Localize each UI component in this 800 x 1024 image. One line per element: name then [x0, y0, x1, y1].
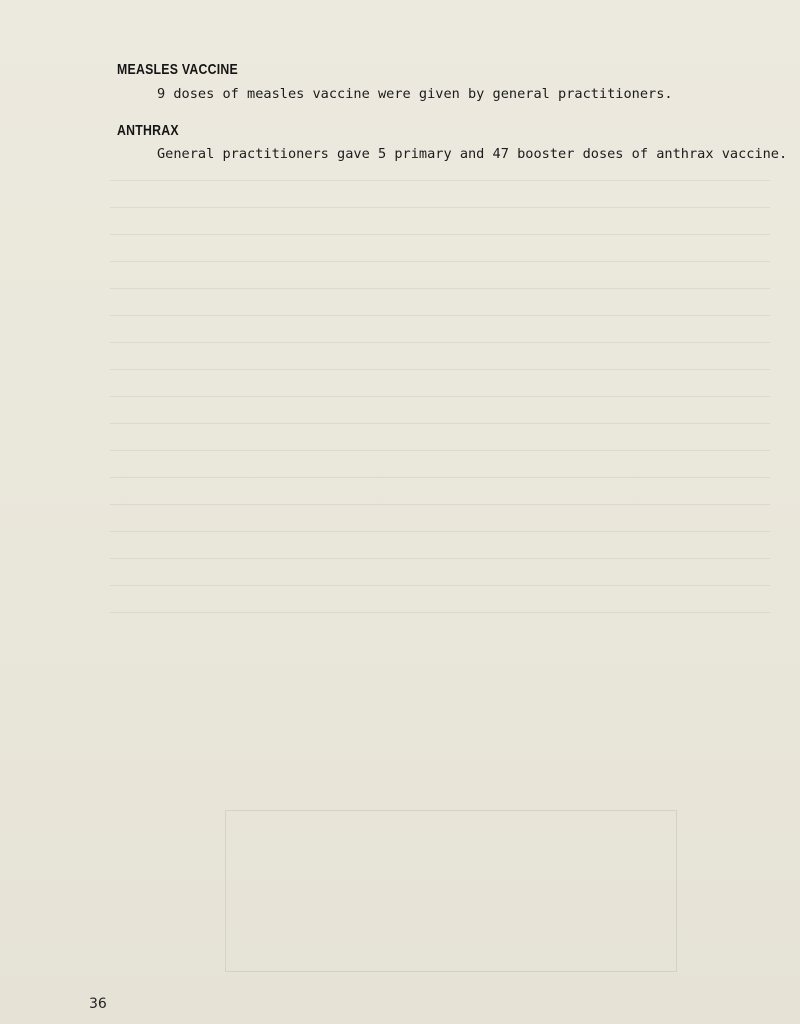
section-text-anthrax: General practitioners gave 5 primary and 47 booster doses of anthrax vaccine.: [157, 146, 788, 162]
show-through-table: [110, 180, 770, 680]
page-number: 36: [89, 996, 107, 1012]
section-text-measles: 9 doses of measles vaccine were given by general practitioners.: [157, 86, 673, 102]
section-heading-measles: MEASLES VACCINE: [117, 61, 239, 78]
section-heading-anthrax: ANTHRAX: [117, 122, 179, 139]
show-through-table-lower: [225, 810, 677, 972]
